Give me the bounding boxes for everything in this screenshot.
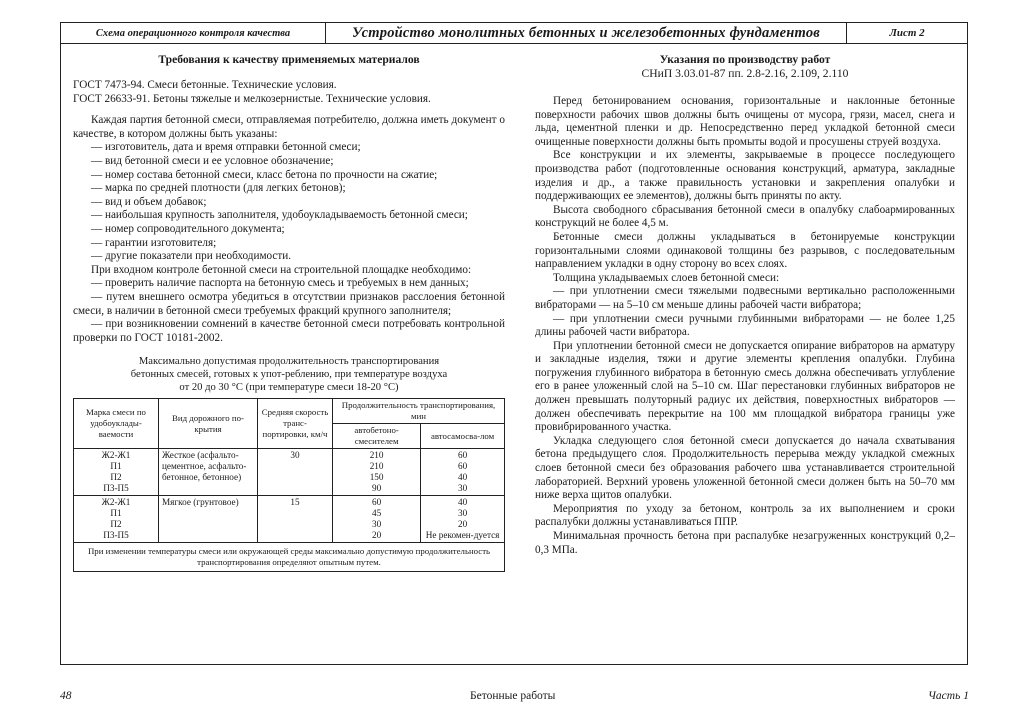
sheet-frame xyxy=(60,22,968,665)
list-item: — другие показатели при необходимости. xyxy=(91,250,292,263)
caption-line: от 20 до 30 °C (при температуре смеси 18-20 °C) xyxy=(179,382,399,394)
col-dump: автосамосва-лом xyxy=(421,424,505,449)
list-item: — вид бетонной смеси и ее условное обозначение; xyxy=(91,154,334,167)
materials-text xyxy=(73,114,505,345)
caption-line: бетонных смесей, готовых к упот-реблению, при температуре воздуха xyxy=(130,369,448,381)
cell-mixer: 60 45 30 20 xyxy=(333,496,421,543)
right-column xyxy=(535,53,955,557)
page-number: 48 xyxy=(60,690,72,702)
col-mark: Марка смеси по удобоуклады-ваемости xyxy=(74,399,159,449)
table-row xyxy=(74,449,505,496)
scheme-title: Схема операционного контроля качества xyxy=(61,23,326,43)
paragraph: При уплотнении бетонной смеси не допускается опирание вибраторов на арматуру и закладные изделия, тяжи и другие элементы крепления опалубки. Глубина погружения глубинного вибратора в бетонную смесь должна обеспечивать углубление его в ранее уложенный слой на 5–10 см. Шаг перестановки глубинных вибраторов не должен превышать полуторный радиус их действия, поверхностных вибраторов — должен обеспечивать перекрытие на 100 мм площадкой вибратора границы уже провибрированного участка. xyxy=(535,339,955,434)
list-item: — марка по средней плотности (для легких бетонов); xyxy=(91,182,346,195)
col-duration: Продолжительность транспортирования, мин xyxy=(333,399,505,424)
instructions-title: Указания по производству работ xyxy=(659,53,831,66)
materials-title: Требования к качеству применяемых материалов xyxy=(158,53,420,66)
cell-dump: 60 60 40 30 xyxy=(421,449,505,496)
list-item: — при уплотнении смеси тяжелыми подвесными вертикально расположенными вибраторами — на 5–10 см меньше длины рабочей части вибратора; xyxy=(535,285,955,311)
list-item: — при уплотнении смеси ручными глубинными вибраторами — не более 1,25 длины рабочей части вибратора. xyxy=(535,312,955,339)
paragraph: Минимальная прочность бетона при распалубке незагруженных конструкций 0,2–0,3 МПа. xyxy=(535,530,955,556)
list-item: — изготовитель, дата и время отправки бетонной смеси; xyxy=(91,141,361,154)
col-mixer: автобетоно-смесителем xyxy=(333,424,421,449)
instructions-text xyxy=(535,95,955,557)
table-note: При изменении температуры смеси или окружающей среды максимально допустимую продолжительность транспортирования определяют опытным путем. xyxy=(74,543,505,572)
cell-road: Жесткое (асфальто-цементное, асфальто-бетонное, бетонное) xyxy=(159,449,258,496)
paragraph: Мероприятия по уходу за бетоном, контроль за их выполнением и сроки распалубки должны устанавливаться ППР. xyxy=(535,502,955,529)
paragraph: Высота свободного сбрасывания бетонной смеси в опалубку слабоармированных конструкций не более 4,5 м. xyxy=(535,203,955,230)
gost-item: ГОСТ 26633-91. Бетоны тяжелые и мелкозернистые. Технические условия. xyxy=(73,92,431,105)
col-road: Вид дорожного по-крытия xyxy=(159,399,258,449)
table-row xyxy=(74,496,505,543)
paragraph: Толщина укладываемых слоев бетонной смеси: xyxy=(553,271,780,284)
footer-section: Бетонные работы xyxy=(470,690,556,702)
transport-table xyxy=(73,398,505,572)
paragraph: Укладка следующего слоя бетонной смеси допускается до начала схватывания бетона предыдущего слоя. Продолжительность перерыва между укладкой смежных слоев бетонной смеси без образования рабочего шва устанавливается строительной лабораторией. Верхний уровень уложенной бетонной смеси должен быть на 50–70 мм ниже верха щитов опалубки. xyxy=(535,434,955,502)
list-item: — путем внешнего осмотра убедиться в отсутствии признаков расслоения бетонной смеси, в наличии в бетонной смеси требуемых фракций крупного заполнителя; xyxy=(73,290,505,317)
cell-mixer: 210 210 150 90 xyxy=(333,449,421,496)
list-item: — проверить наличие паспорта на бетонную смесь и требуемых в нем данных; xyxy=(91,277,469,290)
list-item: — номер состава бетонной смеси, класс бетона по прочности на сжатие; xyxy=(91,168,438,181)
document-title: Устройство монолитных бетонных и железобетонных фундаментов xyxy=(326,23,847,43)
paragraph: Перед бетонированием основания, горизонтальные и наклонные бетонные поверхности рабочих швов должны быть очищены от мусора, грязи, масел, снега и льда, цементной пленки и др. Непосредственно перед укладкой бетонной смеси очищенные поверхности должны быть промыты водой и просушены струей воздуха. xyxy=(535,95,955,148)
table-header-row xyxy=(74,399,505,424)
cell-dump: 40 30 20 Не рекомен-дуется xyxy=(421,496,505,543)
list-item: — номер сопроводительного документа; xyxy=(91,222,285,235)
cell-speed: 30 xyxy=(258,449,333,496)
title-block xyxy=(61,23,967,44)
gost-list xyxy=(73,79,505,106)
list-item: — наибольшая крупность заполнителя, удобоукладываемость бетонной смеси; xyxy=(91,209,468,222)
footer-part: Часть 1 xyxy=(928,690,969,702)
list-item: — вид и объем добавок; xyxy=(91,195,207,208)
paragraph: Каждая партия бетонной смеси, отправляемая потребителю, должна иметь документ о качестве, в котором должны быть указаны: xyxy=(73,114,505,140)
table-note-row xyxy=(74,543,505,572)
paragraph: Бетонные смеси должны укладываться в бетонируемые конструкции горизонтальными слоями одинаковой толщины без разрывов, с последовательным направлением укладки в одну сторону во всех слоях. xyxy=(535,230,955,271)
col-speed: Средняя скорость транс-портировки, км/ч xyxy=(258,399,333,449)
cell-marks: Ж2-Ж1 П1 П2 П3-П5 xyxy=(74,449,159,496)
left-column xyxy=(73,53,505,572)
cell-road: Мягкое (грунтовое) xyxy=(159,496,258,543)
instructions-reference: СНиП 3.03.01-87 пп. 2.8-2.16, 2.109, 2.110 xyxy=(641,67,849,80)
cell-marks: Ж2-Ж1 П1 П2 П3-П5 xyxy=(74,496,159,543)
sheet-number: Лист 2 xyxy=(889,27,925,39)
table-caption xyxy=(73,355,505,394)
cell-speed: 15 xyxy=(258,496,333,543)
caption-line: Максимально допустимая продолжительность транспортирования xyxy=(138,356,440,368)
list-item: — гарантии изготовителя; xyxy=(91,236,217,249)
gost-item: ГОСТ 7473-94. Смеси бетонные. Технические условия. xyxy=(73,79,337,91)
paragraph: Все конструкции и их элементы, закрываемые в процессе последующего производства работ (подготовленные основания конструкций, арматура, закладные изделия и др., а также правильность установки и закрепления опалубки и поддерживающих ее элементов), должны быть приняты по акту. xyxy=(535,149,955,203)
list-item: — при возникновении сомнений в качестве бетонной смеси потребовать контрольной проверки по ГОСТ 10181-2002. xyxy=(73,318,505,344)
paragraph: При входном контроле бетонной смеси на строительной площадке необходимо: xyxy=(91,263,472,276)
